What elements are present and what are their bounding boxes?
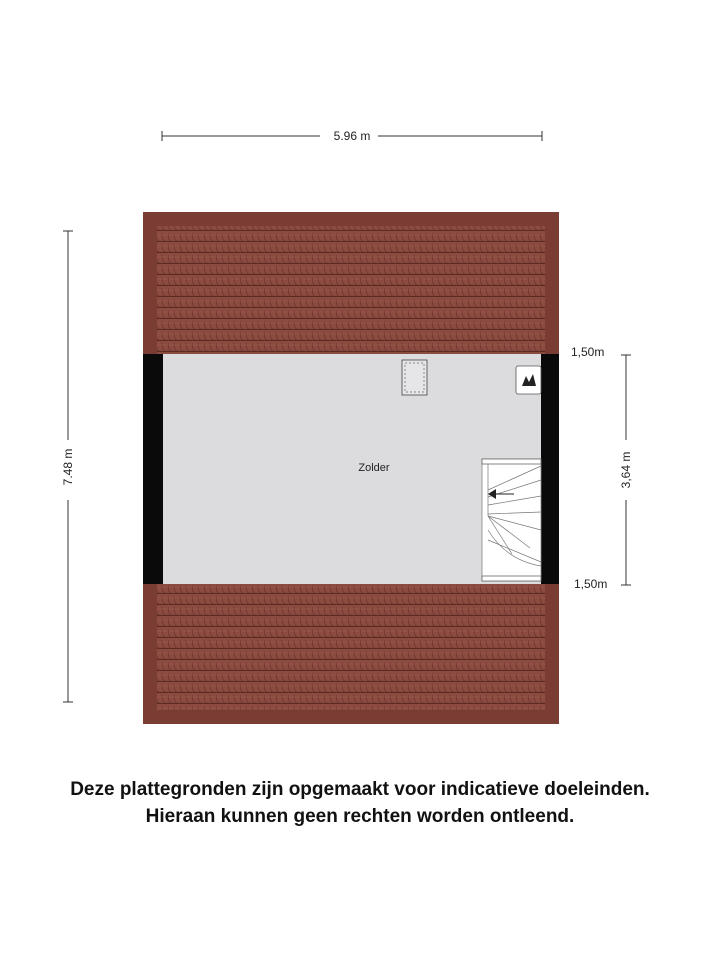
depth-dimension bbox=[61, 231, 75, 702]
width-dimension bbox=[162, 129, 542, 143]
disclaimer-line-1: Deze plattegronden zijn opgemaakt voor indicatieve doeleinden. bbox=[70, 779, 650, 800]
left-wall bbox=[143, 354, 163, 584]
knee-wall-top-label: 1,50m bbox=[571, 345, 605, 359]
knee-wall-bottom-label: 1,50m bbox=[574, 577, 608, 591]
disclaimer bbox=[0, 776, 720, 830]
depth-label: 7.48 m bbox=[61, 448, 75, 486]
right-wall bbox=[541, 354, 559, 584]
roof-bottom bbox=[143, 584, 559, 724]
interior-dimension bbox=[619, 355, 633, 585]
disclaimer-line-2: Hieraan kunnen geen rechten worden ontleend. bbox=[145, 806, 575, 827]
width-label: 5.96 m bbox=[333, 129, 371, 143]
heater-icon bbox=[516, 366, 541, 394]
interior-label: 3,64 m bbox=[619, 451, 633, 489]
room-label: Zolder bbox=[358, 462, 390, 474]
staircase bbox=[482, 459, 541, 581]
skylight bbox=[402, 360, 427, 395]
roof-top bbox=[143, 212, 559, 354]
